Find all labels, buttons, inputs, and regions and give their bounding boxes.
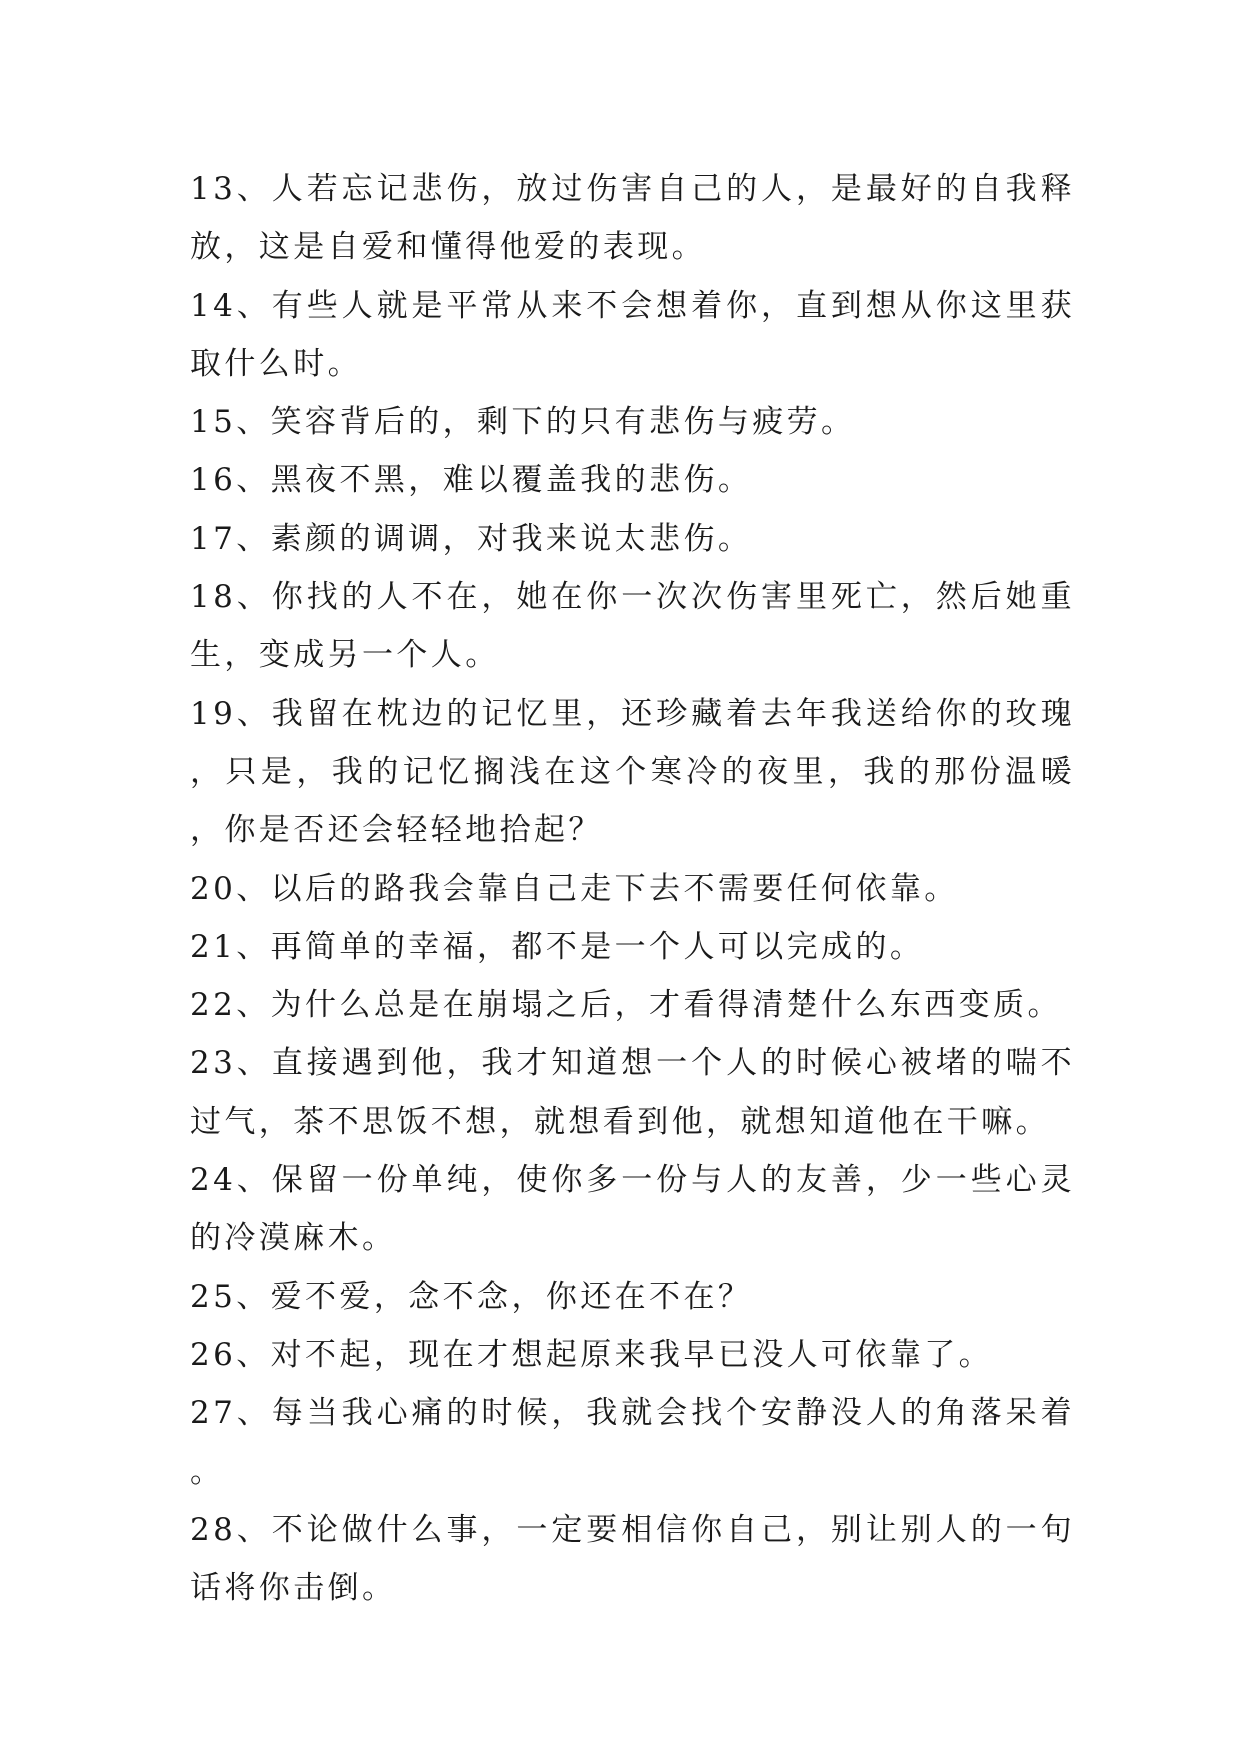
quote-item-21: 21、再简单的幸福，都不是一个人可以完成的。 (190, 928, 925, 965)
quote-item-22: 22、为什么总是在崩塌之后，才看得清楚什么东西变质。 (190, 987, 1062, 1024)
quote-item-14: 14、有些人就是平常从来不会想着你，直到想从你这里获取什么时。 (190, 287, 1075, 382)
quote-item-19: 19、我留在枕边的记忆里，还珍藏着去年我送给你的玫瑰，只是，我的记忆搁浅在这个寒冷的夜里，我的那份温暖，你是否还会轻轻地拾起？ (190, 695, 1075, 849)
quote-list (190, 160, 1075, 1617)
quote-item-24: 24、保留一份单纯，使你多一份与人的友善，少一些心灵的冷漠麻木。 (190, 1162, 1075, 1257)
quote-item-16: 16、黑夜不黑，难以覆盖我的悲伤。 (190, 462, 753, 499)
quote-item-27: 27、每当我心痛的时候，我就会找个安静没人的角落呆着。 (190, 1395, 1075, 1490)
quote-item-15: 15、笑容背后的，剩下的只有悲伤与疲劳。 (190, 404, 856, 441)
quote-item-17: 17、素颜的调调，对我来说太悲伤。 (190, 520, 753, 557)
quote-item-13: 13、人若忘记悲伤，放过伤害自己的人，是最好的自我释放，这是自爱和懂得他爱的表现。 (190, 171, 1075, 266)
quote-item-28: 28、不论做什么事，一定要相信你自己，别让别人的一句话将你击倒。 (190, 1511, 1075, 1607)
quote-item-26: 26、对不起，现在才想起原来我早已没人可依靠了。 (190, 1336, 994, 1373)
quote-item-23: 23、直接遇到他，我才知道想一个人的时候心被堵的喘不过气，茶不思饭不想，就想看到他，就想知道他在干嘛。 (190, 1045, 1075, 1140)
quote-item-25: 25、爱不爱，念不念，你还在不在？ (190, 1278, 753, 1315)
quote-item-20: 20、以后的路我会靠自己走下去不需要任何依靠。 (190, 870, 959, 907)
quote-item-18: 18、你找的人不在，她在你一次次伤害里死亡，然后她重生，变成另一个人。 (190, 579, 1075, 674)
